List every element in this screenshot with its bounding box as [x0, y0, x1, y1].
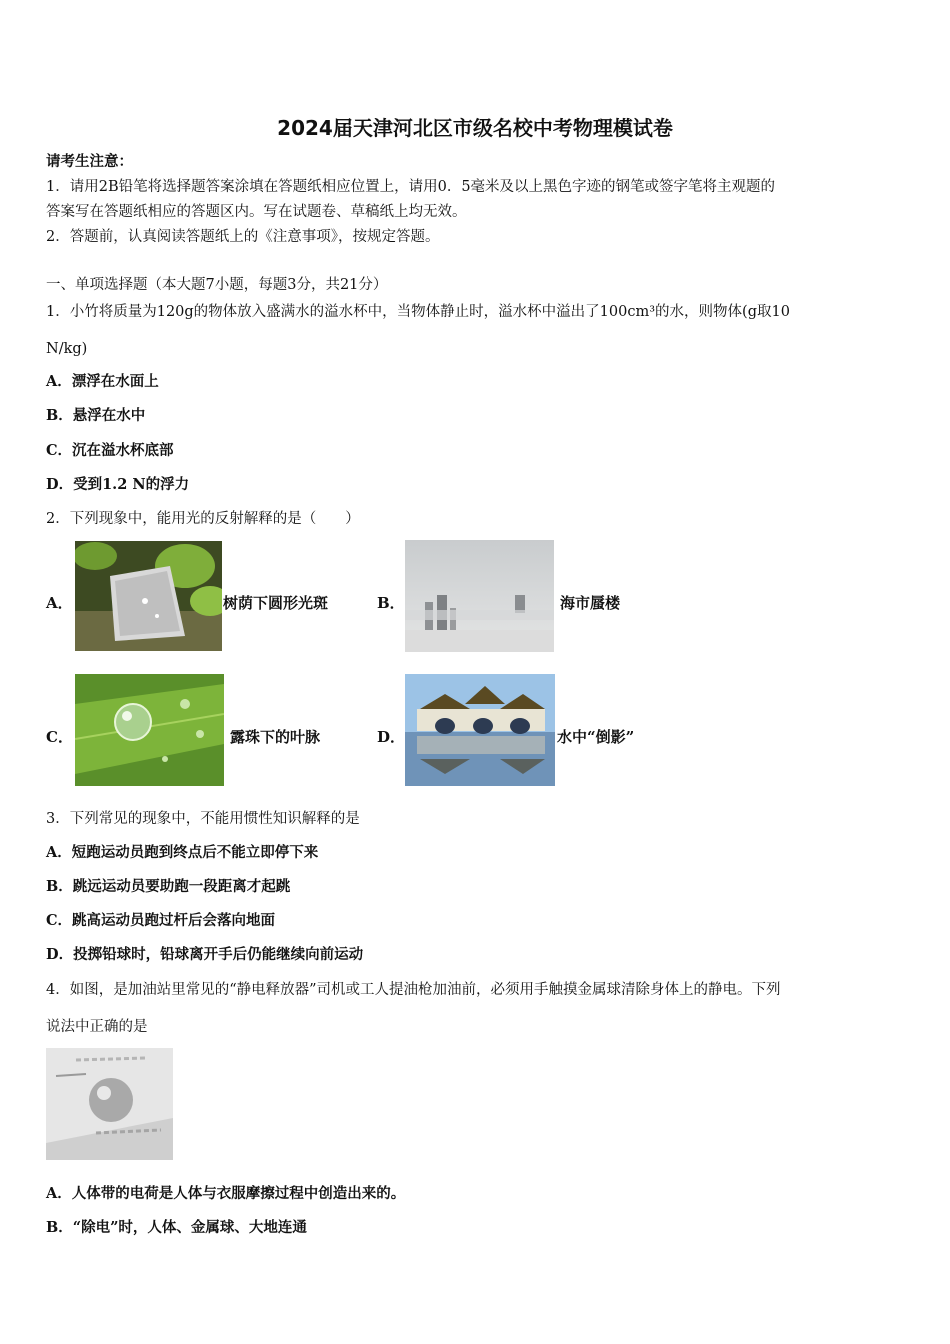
- q2-option-c-letter: C．: [46, 728, 73, 746]
- dewdrop-leaf-image: [75, 674, 224, 786]
- q4-option-a: A．人体带的电荷是人体与衣服摩擦过程中创造出来的。: [46, 1185, 406, 1202]
- q2-option-a-caption: 树荫下圆形光斑: [223, 594, 329, 612]
- section-heading: 一、单项选择题（本大题7小题，每题3分，共21分）: [46, 277, 388, 293]
- q2-stem: 2．下列现象中，能用光的反射解释的是（ ）: [46, 511, 360, 527]
- notice-item-1-cont: 答案写在答题纸相应的答题区内。写在试题卷、草稿纸上均无效。: [46, 204, 467, 220]
- q3-option-d: D．投掷铅球时，铅球离开手后仍能继续向前运动: [46, 946, 364, 963]
- q1-option-b: B．悬浮在水中: [46, 407, 146, 424]
- exam-title: 2024届天津河北区市级名校中考物理模试卷: [277, 116, 673, 140]
- q2-option-d-letter: D．: [377, 728, 406, 746]
- q2-option-b-letter: B．: [377, 594, 405, 612]
- q2-option-c-caption: 露珠下的叶脉: [230, 728, 321, 746]
- q2-option-b-caption: 海市蜃楼: [560, 594, 621, 612]
- q1-stem: 1．小竹将质量为120g的物体放入盛满水的溢水杯中，当物体静止时，溢水杯中溢出了100cm³的水，则物体(g取10: [46, 304, 790, 320]
- q3-option-b: B．跳远运动员要助跑一段距离才起跳: [46, 878, 291, 895]
- q3-stem: 3．下列常见的现象中，不能用惯性知识解释的是: [46, 811, 360, 827]
- static-discharger-image: [46, 1048, 173, 1160]
- q3-option-c: C．跳高运动员跑过杆后会落向地面: [46, 912, 276, 929]
- notice-heading: 请考生注意：: [46, 153, 133, 170]
- q1-option-d: D．受到1.2 N的浮力: [46, 476, 190, 493]
- leaf-shadow-image: [75, 541, 222, 651]
- q1-stem-cont: N/kg): [46, 341, 88, 357]
- q4-stem-cont: 说法中正确的是: [46, 1019, 148, 1035]
- q4-option-b: B．“除电”时，人体、金属球、大地连通: [46, 1219, 307, 1236]
- mirage-image: [405, 540, 554, 652]
- notice-item-1: 1．请用2B铅笔将选择题答案涂填在答题纸相应位置上，请用0．5毫米及以上黑色字迹的钢笔或签字笔将主观题的: [46, 179, 776, 195]
- q2-option-a-letter: A．: [46, 594, 73, 612]
- q4-stem: 4．如图，是加油站里常见的“静电释放器”司机或工人提油枪加油前，必须用手触摸金属球清除身体上的静电。下列: [46, 982, 781, 998]
- pavilion-reflection-image: [405, 674, 555, 786]
- q1-option-c: C．沉在溢水杯底部: [46, 442, 174, 459]
- q1-option-a: A．漂浮在水面上: [46, 373, 159, 390]
- q3-option-a: A．短跑运动员跑到终点后不能立即停下来: [46, 844, 319, 861]
- q2-option-d-caption: 水中“倒影”: [557, 728, 635, 746]
- notice-item-2: 2．答题前，认真阅读答题纸上的《注意事项》，按规定答题。: [46, 229, 440, 245]
